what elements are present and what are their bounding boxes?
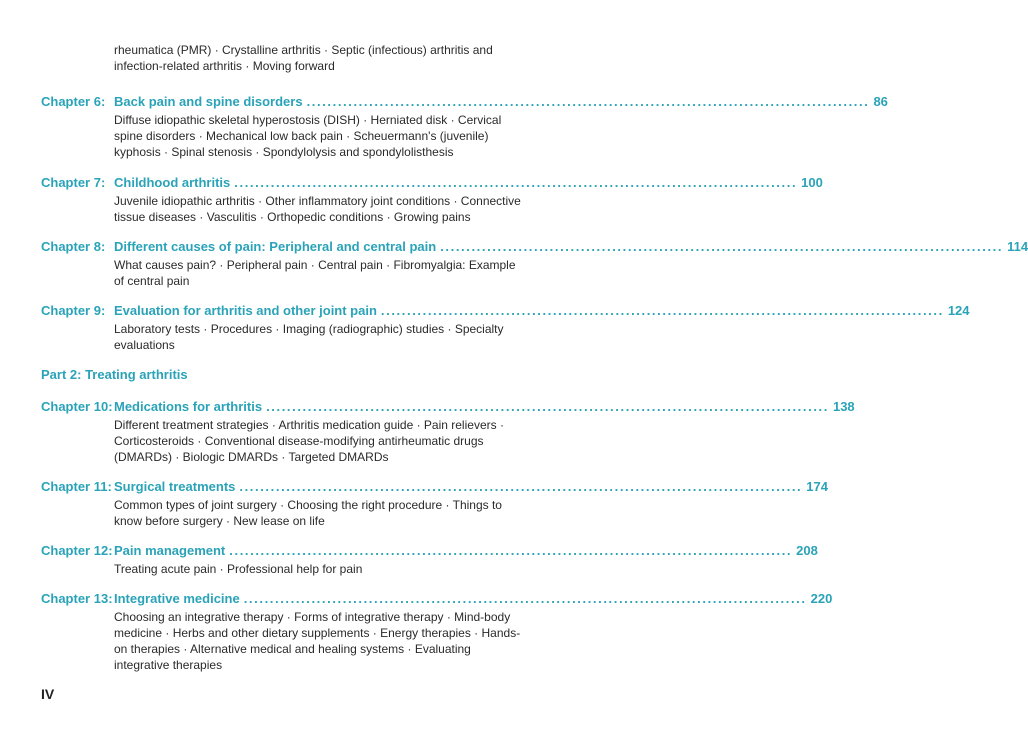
chapter-number: Chapter 11: xyxy=(41,479,112,494)
dot-leader: ............................................................................................................ xyxy=(266,399,829,414)
dot-leader: ............................................................................................................ xyxy=(380,303,944,318)
dot-leader: ............................................................................................................ xyxy=(234,175,798,190)
chapter-page-number: 208 xyxy=(792,541,818,560)
chapter-title: Surgical treatments xyxy=(114,477,239,496)
toc-entry-chapter-6[interactable] xyxy=(41,92,888,160)
chapter-title: Pain management xyxy=(114,541,229,560)
chapter-topics: Juvenile idiopathic arthritis · Other inflammatory joint conditions · Connective tissue diseases · Vasculitis · Orthopedic conditions · Growing pains xyxy=(114,194,521,224)
part-heading: Part 2: Treating arthritis xyxy=(41,367,188,382)
chapter-number: Chapter 10: xyxy=(41,399,113,414)
chapter-page-number: 124 xyxy=(944,301,970,320)
chapter-topics: Different treatment strategies · Arthritis medication guide · Pain relievers · Corticosteroids · Conventional disease-modifying antirheumatic drugs (DMARDs) · Biologic DMARDs · Targeted DMARDs xyxy=(114,418,504,464)
dot-leader: ............................................................................................................ xyxy=(243,591,807,606)
chapter-page-number: 220 xyxy=(807,589,833,608)
toc-entry-chapter-7[interactable] xyxy=(41,173,823,225)
page-folio: IV xyxy=(41,686,55,702)
chapter-title: Back pain and spine disorders xyxy=(114,92,307,111)
chapter-title: Childhood arthritis xyxy=(114,173,234,192)
toc-entry-chapter-12[interactable] xyxy=(41,541,818,577)
chapter-title: Different causes of pain: Peripheral and central pain xyxy=(114,237,440,256)
chapter-number: Chapter 13: xyxy=(41,591,113,606)
chapter-topics: Treating acute pain · Professional help for pain xyxy=(114,562,363,576)
toc-entry-chapter-13[interactable] xyxy=(41,589,833,673)
chapter-topics: Diffuse idiopathic skeletal hyperostosis (DISH) · Herniated disk · Cervical spine disorders · Mechanical low back pain · Scheuermann's (juvenile) kyphosis · Spinal stenosis · Spondylolysis and spondylolisthesis xyxy=(114,113,502,159)
continued-topics: rheumatica (PMR) · Crystalline arthritis · Septic (infectious) arthritis and infection-related arthritis · Moving forward xyxy=(114,43,493,73)
chapter-number: Chapter 8: xyxy=(41,239,106,254)
chapter-number: Chapter 7: xyxy=(41,175,106,190)
chapter-page-number: 114 xyxy=(1003,237,1028,256)
chapter-topics: Laboratory tests · Procedures · Imaging (radiographic) studies · Specialty evaluations xyxy=(114,322,504,352)
chapter-number: Chapter 12: xyxy=(41,543,113,558)
dot-leader: ............................................................................................................ xyxy=(239,479,803,494)
chapter-page-number: 138 xyxy=(829,397,855,416)
chapter-title: Integrative medicine xyxy=(114,589,244,608)
chapter-topics: Choosing an integrative therapy · Forms of integrative therapy · Mind-body medicine · Herbs and other dietary supplements · Energy therapies · Hands-on therapies · Alternative medical and healing systems · Evaluating integrative therapies xyxy=(114,610,521,672)
toc-entry-chapter-8[interactable] xyxy=(41,237,1028,289)
chapter-page-number: 174 xyxy=(802,477,828,496)
chapter-title: Medications for arthritis xyxy=(114,397,266,416)
toc-entry-chapter-10[interactable] xyxy=(41,397,855,465)
chapter-topics: Common types of joint surgery · Choosing the right procedure · Things to know before surgery · New lease on life xyxy=(114,498,502,528)
toc-entry-chapter-9[interactable] xyxy=(41,301,970,353)
toc-entry-chapter-11[interactable] xyxy=(41,477,828,529)
chapter-page-number: 100 xyxy=(797,173,823,192)
chapter-topics: What causes pain? · Peripheral pain · Central pain · Fibromyalgia: Example of central pain xyxy=(114,258,516,288)
dot-leader: ............................................................................................................ xyxy=(440,239,1004,254)
dot-leader: ............................................................................................................ xyxy=(229,543,793,558)
chapter-number: Chapter 6: xyxy=(41,94,106,109)
chapter-page-number: 86 xyxy=(869,92,887,111)
dot-leader: ............................................................................................................ xyxy=(306,94,870,109)
chapter-number: Chapter 9: xyxy=(41,303,106,318)
chapter-title: Evaluation for arthritis and other joint pain xyxy=(114,301,381,320)
